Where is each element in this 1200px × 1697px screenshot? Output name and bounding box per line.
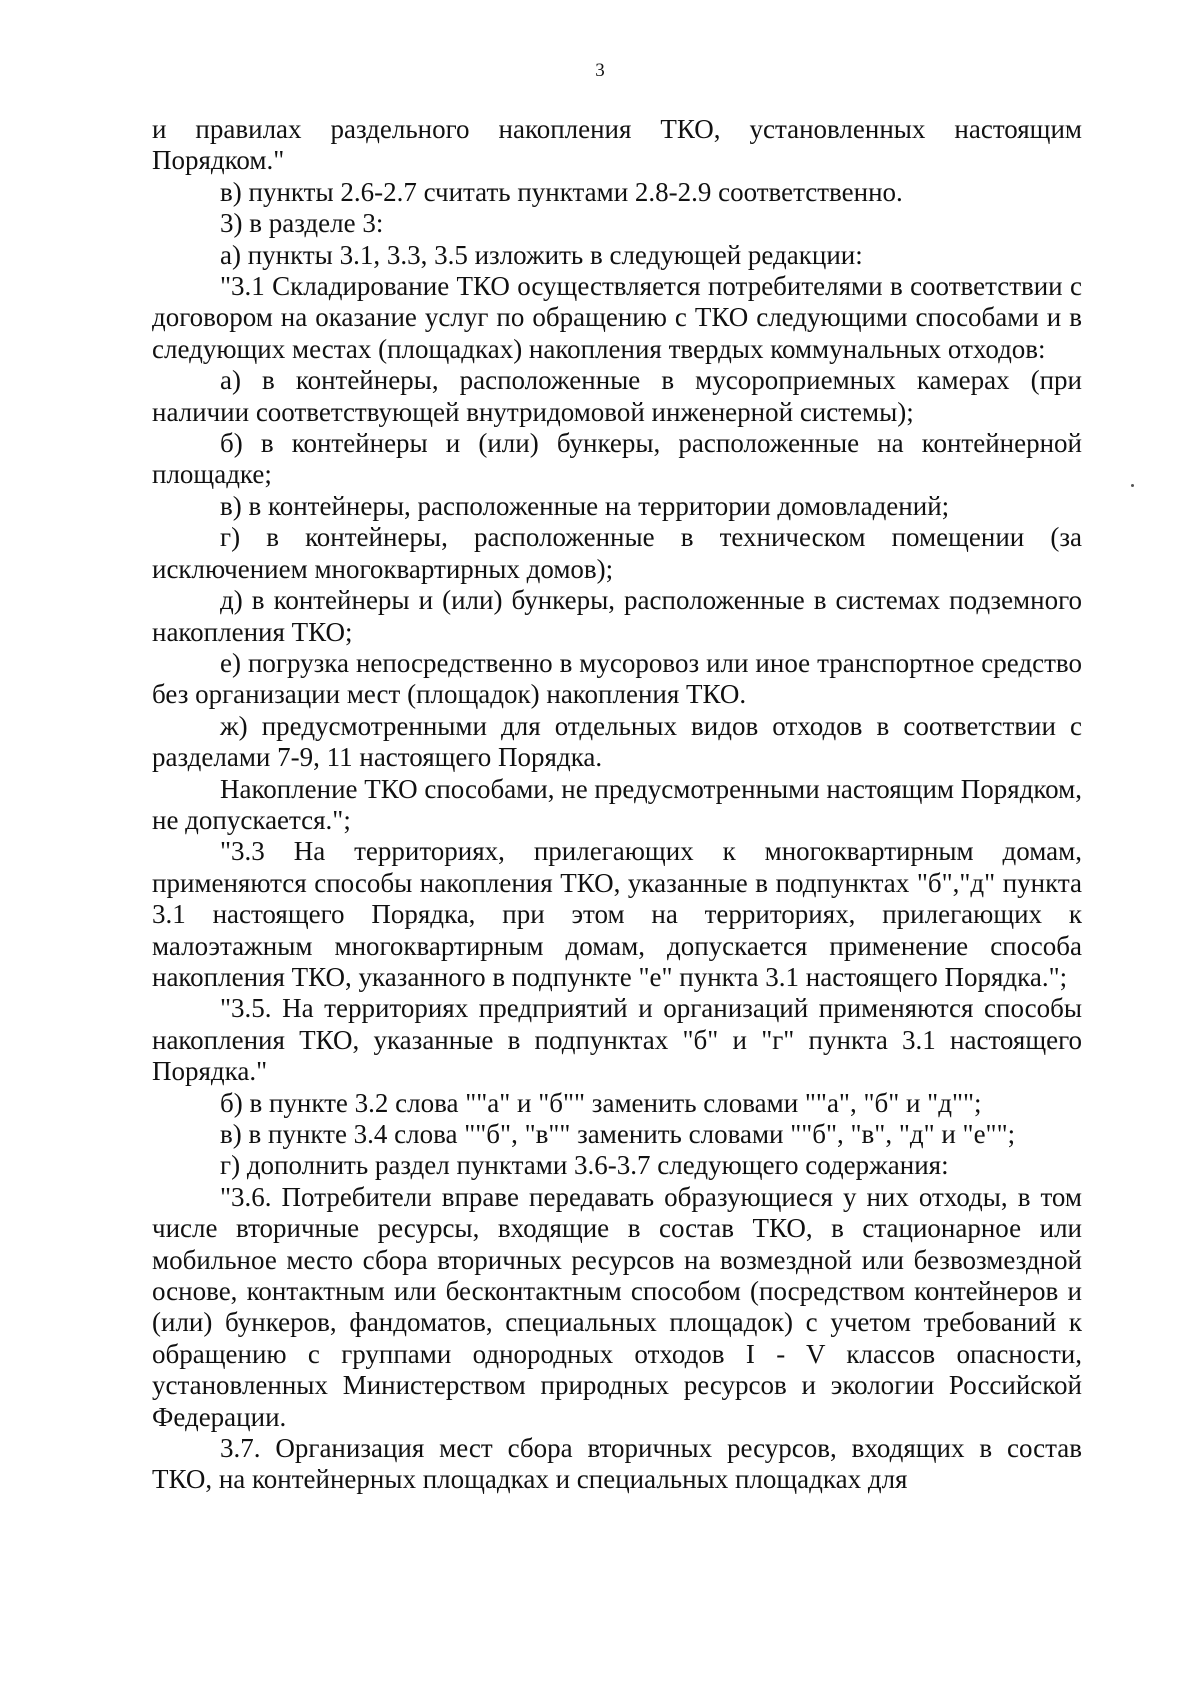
- paragraph: ж) предусмотренными для отдельных видов отходов в соответствии с разделами 7-9, 11 настоящего Порядка.: [152, 710, 1082, 773]
- paragraph: д) в контейнеры и (или) бункеры, расположенные в системах подземного накопления ТКО;: [152, 585, 1082, 647]
- paragraph: в) в пункте 3.4 слова ""б", "в"" заменить словами ""б", "в", "д" и "е"";: [220, 1119, 1016, 1149]
- document-body: [152, 114, 1082, 1496]
- paragraph: "3.3 На территориях, прилегающих к многоквартирным домам, применяются способы накопления ТКО, указанные в подпунктах "б","д" пункта 3.1 настоящего Порядка, при этом на территориях, прилегающих к малоэтажным многоквартирным домам, допускается применение способа накопления ТКО, указанного в подпункте "е" пункта 3.1 настоящего Порядка.";: [152, 836, 1082, 992]
- paragraph: "3.1 Складирование ТКО осуществляется потребителями в соответствии с договором на оказание услуг по обращению с ТКО следующими способами и в следующих местах (площадках) накопления твердых коммунальных отходов:: [152, 271, 1082, 364]
- paragraph: 3) в разделе 3:: [220, 208, 384, 239]
- paragraph: а) пункты 3.1, 3.3, 3.5 изложить в следующей редакции:: [220, 239, 863, 270]
- paragraph: и правилах раздельного накопления ТКО, установленных настоящим Порядком.": [152, 114, 1082, 176]
- paragraph: е) погрузка непосредственно в мусоровоз или иное транспортное средство без организации мест (площадок) накопления ТКО.: [152, 647, 1082, 710]
- paragraph: а) в контейнеры, расположенные в мусороприемных камерах (при наличии соответствующей внутридомовой инженерной системы);: [152, 365, 1082, 427]
- paragraph: 3.7. Организация мест сбора вторичных ресурсов, входящих в состав ТКО, на контейнерных площадках и специальных площадках для: [152, 1433, 1082, 1495]
- scan-speck: [1131, 484, 1134, 487]
- paragraph: б) в пункте 3.2 слова ""а" и "б"" заменить словами ""а", "б" и "д"";: [220, 1087, 982, 1118]
- paragraph: г) в контейнеры, расположенные в техническом помещении (за исключением многоквартирных домов);: [152, 522, 1082, 584]
- paragraph: в) пункты 2.6-2.7 считать пунктами 2.8-2.9 соответственно.: [220, 176, 903, 207]
- paragraph: в) в контейнеры, расположенные на территории домовладений;: [220, 490, 950, 521]
- paragraph: "3.5. На территориях предприятий и организаций применяются способы накопления ТКО, указанные в подпунктах "б" и "г" пункта 3.1 настоящего Порядка.": [152, 993, 1082, 1087]
- paragraph: Накопление ТКО способами, не предусмотренными настоящим Порядком, не допускается.";: [152, 773, 1082, 835]
- paragraph: "3.6. Потребители вправе передавать образующиеся у них отходы, в том числе вторичные ресурсы, входящие в состав ТКО, в стационарное или мобильное место сбора вторичных ресурсов на возмездной или безвозмездной основе, контактным или бесконтактным способом (посредством контейнеров и (или) бункеров, фандоматов, специальных площадок) с учетом требований к обращению с группами однородных отходов I - V классов опасности, установленных Министерством природных ресурсов и экологии Российской Федерации.: [152, 1181, 1082, 1432]
- page-number: 3: [595, 60, 605, 81]
- paragraph: г) дополнить раздел пунктами 3.6-3.7 следующего содержания:: [220, 1150, 949, 1181]
- paragraph: б) в контейнеры и (или) бункеры, расположенные на контейнерной площадке;: [152, 428, 1082, 490]
